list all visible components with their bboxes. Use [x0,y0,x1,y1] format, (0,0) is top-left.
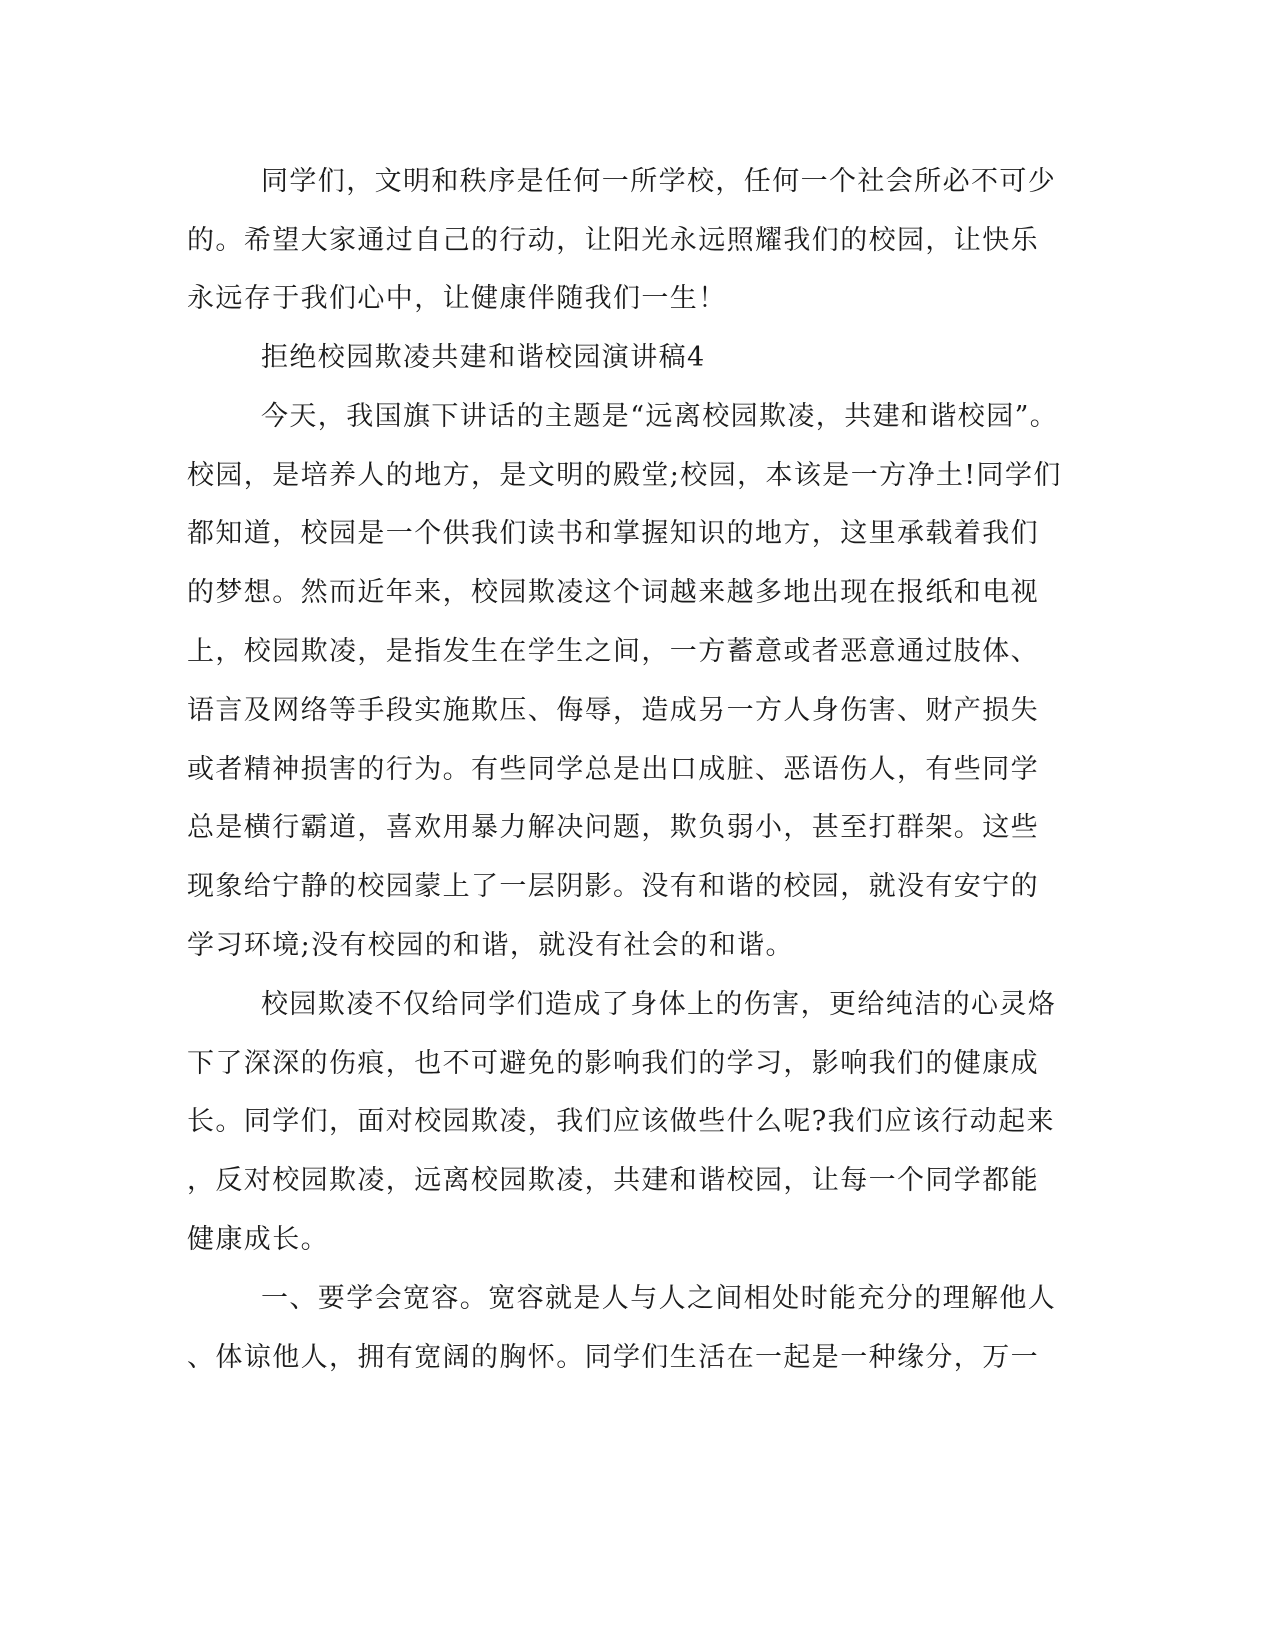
paragraph-2-line-3: 都知道，校园是一个供我们读书和掌握知识的地方，这里承载着我们 [187,518,1039,549]
paragraph-4-line-1: 一、要学会宽容。宽容就是人与人之间相处时能充分的理解他人 [261,1283,1057,1314]
paragraph-2-line-5: 上，校园欺凌，是指发生在学生之间，一方蓄意或者恶意通过肢体、 [187,636,1039,667]
paragraph-2-line-10: 学习环境;没有校园的和谐，就没有社会的和谐。 [187,930,794,961]
paragraph-2-line-9: 现象给宁静的校园蒙上了一层阴影。没有和谐的校园，就没有安宁的 [187,871,1039,902]
paragraph-3-line-2: 下了深深的伤痕，也不可避免的影响我们的学习，影响我们的健康成 [187,1048,1039,1079]
section-heading: 拒绝校园欺凌共建和谐校园演讲稿4 [261,342,706,373]
paragraph-3-line-4: ，反对校园欺凌，远离校园欺凌，共建和谐校园，让每一个同学都能 [187,1165,1039,1196]
paragraph-2-line-7: 或者精神损害的行为。有些同学总是出口成脏、恶语伤人，有些同学 [187,754,1039,785]
paragraph-2-line-1: 今天，我国旗下讲话的主题是“远离校园欺凌，共建和谐校园”。 [261,401,1059,432]
paragraph-1-line-2: 的。希望大家通过自己的行动，让阳光永远照耀我们的校园，让快乐 [187,225,1039,256]
paragraph-2-line-6: 语言及网络等手段实施欺压、侮辱，造成另一方人身伤害、财产损失 [187,695,1039,726]
paragraph-3-line-1: 校园欺凌不仅给同学们造成了身体上的伤害，更给纯洁的心灵烙 [261,989,1057,1020]
paragraph-2-line-4: 的梦想。然而近年来，校园欺凌这个词越来越多地出现在报纸和电视 [187,577,1039,608]
paragraph-2-line-2: 校园，是培养人的地方，是文明的殿堂;校园，本该是一方净土!同学们 [187,460,1062,491]
paragraph-1-line-1: 同学们，文明和秩序是任何一所学校，任何一个社会所必不可少 [261,166,1057,197]
paragraph-3-line-3: 长。同学们，面对校园欺凌，我们应该做些什么呢?我们应该行动起来 [187,1106,1055,1137]
paragraph-1-line-3: 永远存于我们心中，让健康伴随我们一生！ [187,283,727,314]
paragraph-2-line-8: 总是横行霸道，喜欢用暴力解决问题，欺负弱小，甚至打群架。这些 [187,812,1039,843]
paragraph-3-line-5: 健康成长。 [187,1224,329,1255]
paragraph-4-line-2: 、体谅他人，拥有宽阔的胸怀。同学们生活在一起是一种缘分，万一 [187,1342,1039,1373]
